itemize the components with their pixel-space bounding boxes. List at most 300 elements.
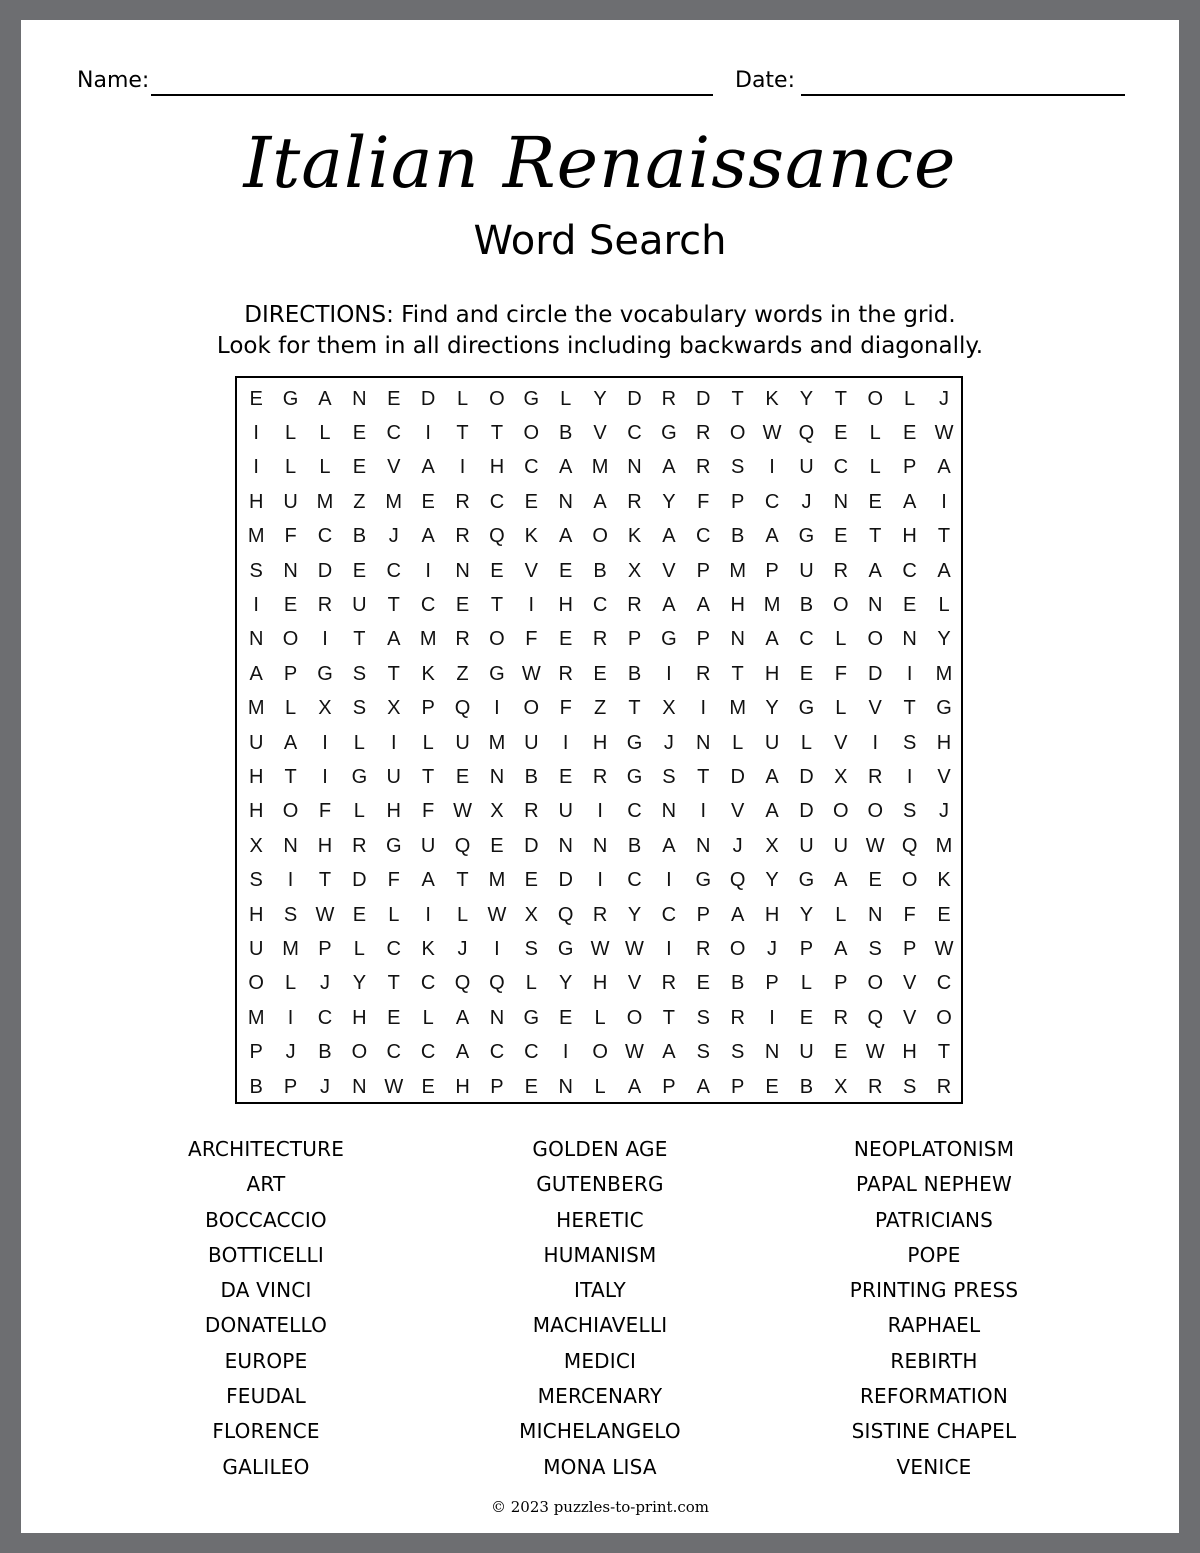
grid-letter[interactable]: H <box>248 490 264 513</box>
grid-letter[interactable]: O <box>248 972 264 995</box>
grid-letter[interactable]: O <box>833 800 849 823</box>
grid-letter[interactable]: G <box>695 869 712 892</box>
grid-letter[interactable]: U <box>248 731 264 754</box>
grid-letter[interactable]: W <box>865 1041 885 1064</box>
grid-letter[interactable]: T <box>490 594 504 617</box>
grid-letter[interactable]: O <box>282 628 299 651</box>
grid-letter[interactable]: Q <box>454 972 471 995</box>
grid-letter[interactable]: I <box>872 731 878 754</box>
grid-letter[interactable]: N <box>833 490 849 513</box>
grid-letter[interactable]: N <box>558 1075 573 1098</box>
grid-letter[interactable]: M <box>935 834 953 857</box>
grid-letter[interactable]: P <box>765 559 779 582</box>
grid-letter[interactable]: P <box>799 937 814 960</box>
grid-letter[interactable]: E <box>868 869 882 892</box>
grid-letter[interactable]: E <box>593 662 607 685</box>
grid-letter[interactable]: B <box>524 765 538 788</box>
grid-letter[interactable]: X <box>765 834 779 857</box>
grid-letter[interactable]: F <box>387 869 400 892</box>
grid-letter[interactable]: N <box>558 834 573 857</box>
grid-letter[interactable]: I <box>700 800 707 823</box>
grid-letter[interactable]: M <box>247 697 265 720</box>
grid-letter[interactable]: Y <box>799 903 814 926</box>
grid-letter[interactable]: G <box>661 422 677 445</box>
grid-letter[interactable]: I <box>906 765 913 788</box>
grid-letter[interactable]: L <box>835 697 847 720</box>
grid-letter[interactable]: F <box>422 800 435 823</box>
grid-letter[interactable]: Z <box>593 697 607 720</box>
grid-letter[interactable]: P <box>318 937 332 960</box>
grid-letter[interactable]: C <box>420 972 436 995</box>
grid-letter[interactable]: A <box>455 1041 470 1064</box>
grid-letter[interactable]: V <box>937 765 951 788</box>
grid-letter[interactable]: A <box>765 525 779 548</box>
grid-letter[interactable]: V <box>730 800 745 823</box>
grid-letter[interactable]: I <box>666 937 672 960</box>
grid-letter[interactable]: E <box>421 1075 435 1098</box>
grid-letter[interactable]: C <box>764 490 780 513</box>
grid-letter[interactable]: A <box>765 800 779 823</box>
grid-letter[interactable]: I <box>425 559 431 582</box>
grid-letter[interactable]: L <box>456 387 469 410</box>
grid-letter[interactable]: E <box>868 490 882 513</box>
grid-letter[interactable]: D <box>420 387 436 410</box>
grid-letter[interactable]: V <box>627 972 642 995</box>
grid-letter[interactable]: I <box>322 628 328 651</box>
grid-letter[interactable]: E <box>524 490 538 513</box>
grid-letter[interactable]: R <box>455 628 470 651</box>
grid-letter[interactable]: M <box>935 662 953 685</box>
grid-letter[interactable]: A <box>937 559 951 582</box>
grid-letter[interactable]: H <box>764 662 780 685</box>
grid-letter[interactable]: A <box>627 1075 642 1098</box>
grid-letter[interactable]: O <box>592 525 608 548</box>
grid-letter[interactable]: M <box>488 869 506 892</box>
grid-letter[interactable]: Q <box>901 834 918 857</box>
grid-letter[interactable]: P <box>696 628 710 651</box>
grid-letter[interactable]: T <box>353 628 366 651</box>
grid-letter[interactable]: T <box>284 765 297 788</box>
grid-letter[interactable]: R <box>524 800 539 823</box>
grid-letter[interactable]: E <box>352 422 367 445</box>
grid-letter[interactable]: G <box>317 662 333 685</box>
grid-letter[interactable]: U <box>558 800 573 823</box>
grid-letter[interactable]: J <box>388 525 399 548</box>
grid-letter[interactable]: B <box>799 1075 814 1098</box>
grid-letter[interactable]: K <box>627 525 642 548</box>
grid-letter[interactable]: P <box>490 1075 504 1098</box>
grid-letter[interactable]: A <box>283 731 298 754</box>
grid-letter[interactable]: R <box>592 765 608 788</box>
grid-letter[interactable]: I <box>425 422 431 445</box>
grid-letter[interactable]: E <box>283 594 298 617</box>
grid-letter[interactable]: W <box>315 903 335 926</box>
grid-letter[interactable]: A <box>937 456 951 479</box>
grid-letter[interactable]: C <box>489 1041 505 1064</box>
grid-letter[interactable]: G <box>523 387 540 410</box>
grid-letter[interactable]: P <box>627 628 642 651</box>
grid-letter[interactable]: I <box>494 697 500 720</box>
grid-letter[interactable]: W <box>762 422 782 445</box>
grid-letter[interactable]: G <box>798 869 815 892</box>
grid-letter[interactable]: M <box>247 525 265 548</box>
grid-letter[interactable]: E <box>490 834 504 857</box>
grid-letter[interactable]: A <box>318 387 332 410</box>
grid-letter[interactable]: P <box>249 1041 263 1064</box>
grid-letter[interactable]: A <box>593 490 607 513</box>
grid-letter[interactable]: D <box>730 765 745 788</box>
grid-letter[interactable]: E <box>559 559 573 582</box>
grid-letter[interactable]: J <box>285 1041 296 1064</box>
grid-letter[interactable]: A <box>249 662 263 685</box>
grid-letter[interactable]: N <box>696 731 711 754</box>
grid-letter[interactable]: Y <box>662 490 676 513</box>
grid-letter[interactable]: L <box>388 903 400 926</box>
grid-letter[interactable]: G <box>936 697 952 720</box>
name-field-line[interactable] <box>151 94 713 96</box>
grid-letter[interactable]: O <box>282 800 299 823</box>
grid-letter[interactable]: I <box>528 594 535 617</box>
grid-letter[interactable]: Y <box>937 628 951 651</box>
grid-letter[interactable]: L <box>800 972 812 995</box>
grid-letter[interactable]: B <box>627 662 642 685</box>
grid-letter[interactable]: R <box>936 1075 952 1098</box>
grid-letter[interactable]: L <box>594 1075 606 1098</box>
grid-letter[interactable]: M <box>419 628 437 651</box>
grid-letter[interactable]: X <box>834 765 848 788</box>
grid-letter[interactable]: G <box>798 697 815 720</box>
grid-letter[interactable]: C <box>833 456 849 479</box>
grid-letter[interactable]: H <box>248 800 264 823</box>
grid-letter[interactable]: K <box>421 662 435 685</box>
grid-letter[interactable]: E <box>455 765 470 788</box>
grid-letter[interactable]: V <box>593 422 607 445</box>
grid-letter[interactable]: Q <box>454 697 471 720</box>
grid-letter[interactable]: F <box>903 903 916 926</box>
grid-letter[interactable]: R <box>627 594 642 617</box>
grid-letter[interactable]: L <box>285 972 297 995</box>
grid-letter[interactable]: R <box>696 937 711 960</box>
grid-letter[interactable]: P <box>283 662 298 685</box>
grid-letter[interactable]: Y <box>765 869 779 892</box>
grid-letter[interactable]: H <box>764 903 780 926</box>
grid-letter[interactable]: O <box>351 1041 368 1064</box>
grid-letter[interactable]: E <box>937 903 951 926</box>
grid-letter[interactable]: N <box>696 834 711 857</box>
grid-letter[interactable]: H <box>936 731 952 754</box>
grid-letter[interactable]: E <box>387 387 401 410</box>
grid-letter[interactable]: R <box>558 662 573 685</box>
grid-letter[interactable]: N <box>283 834 298 857</box>
grid-letter[interactable]: I <box>769 456 775 479</box>
grid-letter[interactable]: L <box>904 387 916 410</box>
grid-letter[interactable]: I <box>253 422 259 445</box>
grid-letter[interactable]: A <box>902 490 917 513</box>
grid-letter[interactable]: T <box>387 594 400 617</box>
grid-letter[interactable]: E <box>799 1006 814 1029</box>
grid-letter[interactable]: P <box>283 1075 298 1098</box>
grid-letter[interactable]: A <box>765 765 779 788</box>
grid-letter[interactable]: Y <box>799 387 814 410</box>
grid-letter[interactable]: I <box>597 869 603 892</box>
grid-letter[interactable]: L <box>800 731 812 754</box>
grid-letter[interactable]: E <box>696 972 710 995</box>
grid-letter[interactable]: R <box>627 490 642 513</box>
grid-letter[interactable]: N <box>352 1075 367 1098</box>
grid-letter[interactable]: L <box>869 456 881 479</box>
grid-letter[interactable]: N <box>489 1006 505 1029</box>
grid-letter[interactable]: J <box>319 972 330 995</box>
grid-letter[interactable]: T <box>490 422 504 445</box>
grid-letter[interactable]: W <box>590 937 610 960</box>
grid-letter[interactable]: H <box>558 594 573 617</box>
grid-letter[interactable]: T <box>318 869 332 892</box>
grid-letter[interactable]: R <box>661 972 677 995</box>
grid-letter[interactable]: A <box>662 834 676 857</box>
grid-letter[interactable]: L <box>456 903 469 926</box>
grid-letter[interactable]: T <box>697 765 710 788</box>
grid-letter[interactable]: A <box>834 869 848 892</box>
grid-letter[interactable]: H <box>248 903 264 926</box>
grid-letter[interactable]: W <box>453 800 472 823</box>
grid-letter[interactable]: R <box>868 765 883 788</box>
grid-letter[interactable]: R <box>833 559 849 582</box>
grid-letter[interactable]: M <box>763 594 781 617</box>
grid-letter[interactable]: D <box>352 869 367 892</box>
grid-letter[interactable]: H <box>248 765 264 788</box>
grid-letter[interactable]: W <box>934 937 954 960</box>
grid-letter[interactable]: J <box>801 490 812 513</box>
grid-letter[interactable]: M <box>282 937 299 960</box>
grid-letter[interactable]: R <box>455 525 470 548</box>
grid-letter[interactable]: F <box>697 490 710 513</box>
grid-letter[interactable]: M <box>247 1006 265 1029</box>
grid-letter[interactable]: N <box>661 800 677 823</box>
grid-letter[interactable]: M <box>729 697 746 720</box>
grid-letter[interactable]: T <box>869 525 882 548</box>
grid-letter[interactable]: J <box>663 731 674 754</box>
grid-letter[interactable]: T <box>387 662 400 685</box>
grid-letter[interactable]: W <box>934 422 954 445</box>
grid-letter[interactable]: E <box>455 594 470 617</box>
grid-letter[interactable]: A <box>662 594 676 617</box>
grid-letter[interactable]: C <box>420 1041 436 1064</box>
grid-letter[interactable]: I <box>769 1006 775 1029</box>
grid-letter[interactable]: C <box>696 525 711 548</box>
grid-letter[interactable]: D <box>799 765 814 788</box>
grid-letter[interactable]: I <box>253 594 259 617</box>
grid-letter[interactable]: C <box>489 490 505 513</box>
grid-letter[interactable]: S <box>696 1006 710 1029</box>
grid-letter[interactable]: E <box>524 1075 538 1098</box>
grid-letter[interactable]: I <box>700 697 707 720</box>
grid-letter[interactable]: P <box>730 490 745 513</box>
grid-letter[interactable]: X <box>524 903 538 926</box>
grid-letter[interactable]: J <box>767 937 778 960</box>
grid-letter[interactable]: Q <box>867 1006 883 1029</box>
grid-letter[interactable]: Q <box>489 525 505 548</box>
grid-letter[interactable]: C <box>317 1006 333 1029</box>
grid-letter[interactable]: U <box>420 834 436 857</box>
grid-letter[interactable]: S <box>730 1041 745 1064</box>
grid-letter[interactable]: F <box>525 628 538 651</box>
grid-letter[interactable]: I <box>322 765 328 788</box>
grid-letter[interactable]: R <box>696 456 711 479</box>
grid-letter[interactable]: E <box>559 765 573 788</box>
grid-letter[interactable]: L <box>353 937 365 960</box>
grid-letter[interactable]: G <box>557 937 574 960</box>
grid-letter[interactable]: L <box>594 1006 606 1029</box>
grid-letter[interactable]: T <box>422 765 435 788</box>
grid-letter[interactable]: G <box>626 765 643 788</box>
grid-letter[interactable]: A <box>455 1006 470 1029</box>
grid-letter[interactable]: L <box>319 422 331 445</box>
grid-letter[interactable]: L <box>835 628 847 651</box>
grid-letter[interactable]: W <box>487 903 507 926</box>
grid-letter[interactable]: Q <box>489 972 505 995</box>
grid-letter[interactable]: S <box>249 559 263 582</box>
grid-letter[interactable]: A <box>421 869 435 892</box>
grid-letter[interactable]: C <box>661 903 677 926</box>
grid-letter[interactable]: V <box>834 731 848 754</box>
grid-letter[interactable]: E <box>559 628 573 651</box>
grid-letter[interactable]: O <box>901 869 918 892</box>
grid-letter[interactable]: A <box>421 525 435 548</box>
grid-letter[interactable]: F <box>834 662 847 685</box>
grid-letter[interactable]: C <box>386 937 401 960</box>
grid-letter[interactable]: G <box>523 1006 540 1029</box>
grid-letter[interactable]: H <box>317 834 333 857</box>
grid-letter[interactable]: Z <box>456 662 469 685</box>
grid-letter[interactable]: A <box>662 456 676 479</box>
grid-letter[interactable]: P <box>421 697 435 720</box>
grid-letter[interactable]: N <box>627 456 642 479</box>
grid-letter[interactable]: S <box>730 456 745 479</box>
grid-letter[interactable]: O <box>729 422 746 445</box>
grid-letter[interactable]: E <box>352 456 367 479</box>
grid-letter[interactable]: B <box>352 525 367 548</box>
grid-letter[interactable]: C <box>386 422 401 445</box>
grid-letter[interactable]: W <box>625 937 644 960</box>
grid-letter[interactable]: P <box>765 972 779 995</box>
grid-letter[interactable]: E <box>490 559 504 582</box>
grid-letter[interactable]: I <box>666 869 672 892</box>
grid-letter[interactable]: L <box>732 731 744 754</box>
grid-letter[interactable]: U <box>386 765 401 788</box>
grid-letter[interactable]: B <box>799 594 814 617</box>
grid-letter[interactable]: C <box>592 594 608 617</box>
grid-letter[interactable]: N <box>558 490 573 513</box>
grid-letter[interactable]: U <box>833 834 849 857</box>
grid-letter[interactable]: D <box>317 559 333 582</box>
grid-letter[interactable]: L <box>285 422 297 445</box>
grid-letter[interactable]: S <box>352 697 367 720</box>
grid-letter[interactable]: O <box>936 1006 952 1029</box>
grid-letter[interactable]: O <box>729 937 746 960</box>
grid-letter[interactable]: P <box>696 903 710 926</box>
grid-letter[interactable]: J <box>939 387 949 410</box>
grid-letter[interactable]: B <box>559 422 573 445</box>
grid-letter[interactable]: E <box>834 525 848 548</box>
grid-letter[interactable]: D <box>524 834 539 857</box>
grid-letter[interactable]: L <box>422 1006 434 1029</box>
grid-letter[interactable]: O <box>523 697 540 720</box>
grid-letter[interactable]: A <box>421 456 435 479</box>
grid-letter[interactable]: T <box>731 387 744 410</box>
grid-letter[interactable]: U <box>455 731 470 754</box>
grid-letter[interactable]: P <box>696 559 710 582</box>
grid-letter[interactable]: T <box>387 972 400 995</box>
grid-letter[interactable]: O <box>867 972 883 995</box>
grid-letter[interactable]: N <box>868 903 883 926</box>
grid-letter[interactable]: O <box>867 387 883 410</box>
grid-letter[interactable]: L <box>938 594 950 617</box>
grid-letter[interactable]: Y <box>627 903 642 926</box>
grid-letter[interactable]: R <box>696 422 711 445</box>
grid-letter[interactable]: G <box>626 731 643 754</box>
grid-letter[interactable]: I <box>562 1041 569 1064</box>
grid-letter[interactable]: T <box>903 697 916 720</box>
grid-letter[interactable]: E <box>902 594 917 617</box>
grid-letter[interactable]: J <box>939 800 949 823</box>
grid-letter[interactable]: O <box>626 1006 643 1029</box>
grid-letter[interactable]: K <box>765 387 779 410</box>
grid-letter[interactable]: G <box>661 628 677 651</box>
grid-letter[interactable]: L <box>319 456 331 479</box>
grid-letter[interactable]: R <box>317 594 333 617</box>
grid-letter[interactable]: I <box>494 937 500 960</box>
grid-letter[interactable]: R <box>592 903 608 926</box>
grid-letter[interactable]: D <box>558 869 573 892</box>
grid-letter[interactable]: A <box>868 559 882 582</box>
grid-letter[interactable]: D <box>868 662 883 685</box>
grid-letter[interactable]: I <box>941 490 947 513</box>
grid-letter[interactable]: S <box>249 869 263 892</box>
grid-letter[interactable]: P <box>834 972 848 995</box>
grid-letter[interactable]: X <box>318 697 332 720</box>
grid-letter[interactable]: M <box>385 490 403 513</box>
grid-letter[interactable]: B <box>318 1041 332 1064</box>
grid-letter[interactable]: N <box>283 559 298 582</box>
grid-letter[interactable]: L <box>560 387 572 410</box>
grid-letter[interactable]: A <box>662 1041 676 1064</box>
grid-letter[interactable]: O <box>867 800 883 823</box>
grid-letter[interactable]: R <box>352 834 367 857</box>
grid-letter[interactable]: M <box>488 731 506 754</box>
grid-letter[interactable]: G <box>489 662 505 685</box>
grid-letter[interactable]: V <box>902 972 917 995</box>
grid-letter[interactable]: N <box>592 834 608 857</box>
grid-letter[interactable]: E <box>352 903 367 926</box>
grid-letter[interactable]: H <box>902 1041 917 1064</box>
grid-letter[interactable]: E <box>524 869 538 892</box>
grid-letter[interactable]: O <box>592 1041 608 1064</box>
grid-letter[interactable]: P <box>902 456 917 479</box>
grid-letter[interactable]: J <box>732 834 743 857</box>
grid-letter[interactable]: T <box>662 1006 675 1029</box>
grid-letter[interactable]: E <box>387 1006 401 1029</box>
grid-letter[interactable]: C <box>317 525 333 548</box>
grid-letter[interactable]: B <box>730 525 745 548</box>
grid-letter[interactable]: I <box>322 731 328 754</box>
grid-letter[interactable]: V <box>662 559 676 582</box>
grid-letter[interactable]: L <box>285 456 297 479</box>
grid-letter[interactable]: E <box>799 662 814 685</box>
grid-letter[interactable]: I <box>287 869 294 892</box>
grid-letter[interactable]: W <box>625 1041 644 1064</box>
grid-letter[interactable]: E <box>559 1006 573 1029</box>
grid-letter[interactable]: X <box>249 834 263 857</box>
